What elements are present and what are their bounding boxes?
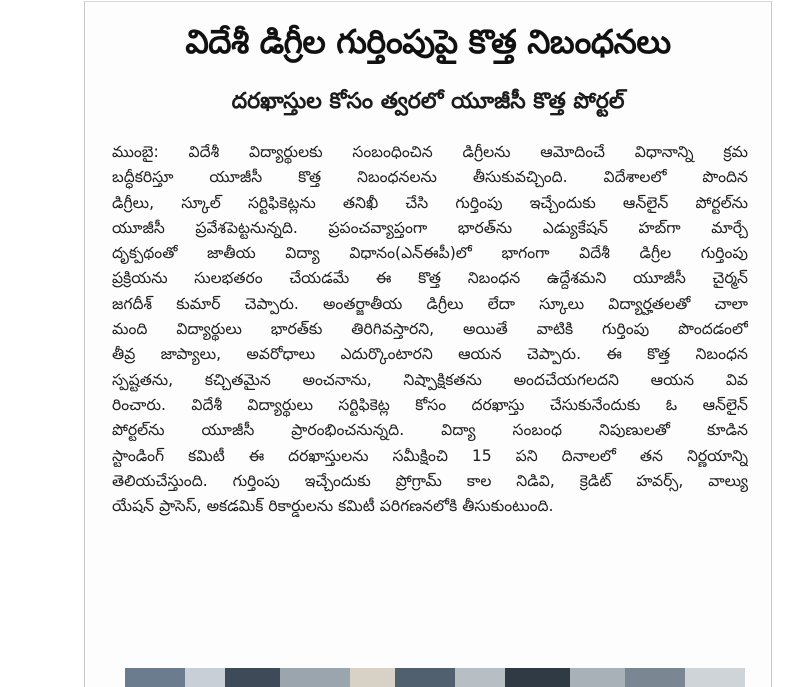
body-line: బద్ధీకరిస్తూ యూజీసీ కొత్త నిబంధనలను తీసుకువచ్చింది. విదేశాలలో పొందిన: [112, 168, 748, 187]
headline: విదేశీ డిగ్రీల గుర్తింపుపై కొత్త నిబంధనలు: [185, 22, 671, 61]
body-line: తీవ్ర జాప్యాలు, అవరోధాలు ఎదుర్కొంటారని ఆయన చెప్పారు. ఈ కొత్త నిబంధన: [112, 345, 748, 364]
body-line: పోర్టల్‌ను యూజీసీ ప్రారంభించనున్నది. విద్యా సంబంధ నిపుణులతో కూడిన: [112, 421, 748, 440]
photo-edge: [125, 668, 745, 687]
body-line: స్పష్టతను, కచ్చితమైన అంచనాను, నిష్పాక్షికతను అందచేయగలదని ఆయన వివ: [112, 370, 748, 389]
body-line: డిగ్రీలు, స్కూల్ సర్టిఫికెట్లను తనిఖీ చేసి గుర్తింపు ఇచ్చేందుకు ఆన్‌లైన్ పోర్టల్‌ను: [112, 193, 748, 212]
article-body: [112, 140, 748, 519]
subheadline: దరఖాస్తుల కోసం త్వరలో యూజీసీ కొత్త పోర్టల్: [231, 89, 625, 114]
body-line: మంది విద్యార్థులు భారత్‌కు తిరిగివస్తారని, అయితే వాటికి గుర్తింపు పొందడంలో: [112, 320, 748, 339]
body-line: తెలియచేస్తుంది. గుర్తింపు ఇచ్చేందుకు ప్రోగ్రామ్ కాల నిడివి, క్రెడిట్ హవర్స్, వాల్యు: [112, 471, 748, 490]
body-line: జగదీశ్ కుమార్ చెప్పారు. అంతర్జాతీయ డిగ్రీలు లేదా స్కూలు విద్యార్హతలతో చాలా: [112, 294, 748, 313]
body-line: దృక్పథంతో జాతీయ విద్యా విధానం(ఎన్‌ఈపీ)లో భాగంగా విదేశీ డిగ్రీల గుర్తింపు: [112, 244, 748, 263]
body-line: స్టాండింగ్ కమిటీ ఈ దరఖాస్తులను సమీక్షించి 15 పని దినాలలో తన నిర్ణయాన్ని: [112, 446, 748, 465]
body-line: యేషన్ ప్రాసెస్, అకడమిక్ రికార్డులను కమిటీ పరిగణనలోకి తీసుకుంటుంది.: [112, 497, 554, 516]
body-line: యూజీసీ ప్రవేశపెట్టనున్నది. ప్రపంచవ్యాప్తంగా భారత్‌ను ఎడ్యుకేషన్ హబ్‌గా మార్చే: [112, 218, 748, 237]
body-line: ముంబై: విదేశీ విద్యార్థులకు సంబంధించిన డిగ్రీలను ఆమోదించే విధానాన్ని క్రమ: [112, 143, 748, 161]
body-line: రించారు. విదేశీ విద్యార్థులు సర్టిఫికెట్ల కోసం దరఖాస్తు చేసుకునేందుకు ఓ ఆన్‌లైన్: [112, 395, 748, 414]
body-line: ప్రక్రియను సులభతరం చేయడమే ఈ కొత్త నిబంధన ఉద్దేశమని యూజీసీ చైర్మన్: [112, 269, 748, 288]
newspaper-clipping: [84, 1, 772, 687]
